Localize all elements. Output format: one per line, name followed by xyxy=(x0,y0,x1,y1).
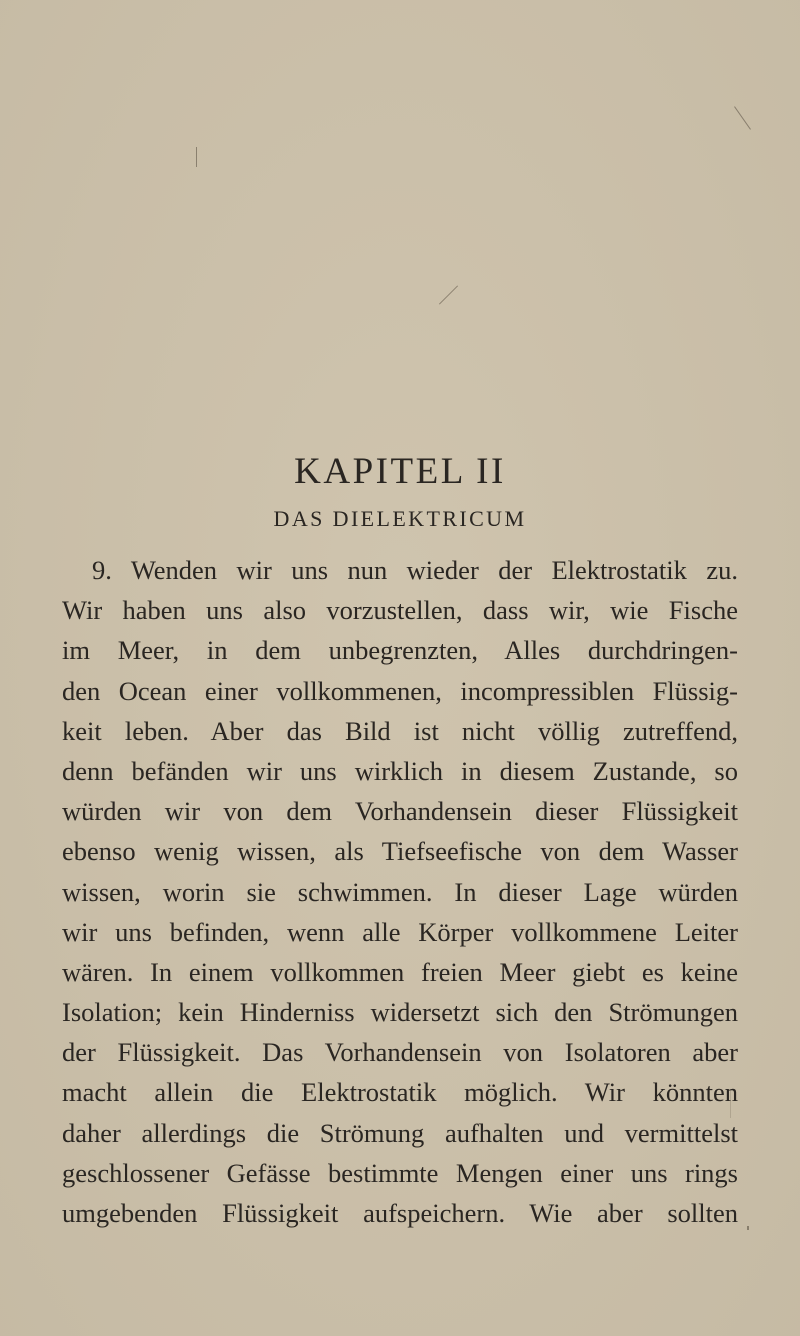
text-line: Wir haben uns also vorzustellen, dass wir, wie Fische xyxy=(62,595,738,626)
chapter-title: KAPITEL II xyxy=(294,451,506,492)
scan-speck xyxy=(730,1090,731,1118)
scan-speck xyxy=(734,106,751,130)
text-line: macht allein die Elektrostatik möglich. Wir könnten xyxy=(62,1077,738,1108)
text-line: im Meer, in dem unbegrenzten, Alles durchdringen- xyxy=(62,635,738,666)
text-line: keit leben. Aber das Bild ist nicht völlig zutreffend, xyxy=(62,715,738,746)
text-line: ebenso wenig wissen, als Tiefseefische von dem Wasser xyxy=(62,836,738,867)
body-text xyxy=(62,550,738,1233)
text-line: den Ocean einer vollkommenen, incompressiblen Flüssig- xyxy=(62,675,738,706)
text-line: denn befänden wir uns wirklich in diesem Zustande, so xyxy=(62,755,738,786)
text-line: wären. In einem vollkommen freien Meer giebt es keine xyxy=(62,956,738,987)
text-line: würden wir von dem Vorhandensein dieser Flüssigkeit xyxy=(62,796,738,827)
text-line: Isolation; kein Hinderniss widersetzt sich den Strömungen xyxy=(62,997,738,1028)
text-line: wir uns befinden, wenn alle Körper vollkommene Leiter xyxy=(62,916,738,947)
text-line: der Flüssigkeit. Das Vorhandensein von Isolatoren aber xyxy=(62,1037,738,1068)
scan-speck xyxy=(747,1226,749,1230)
text-line: geschlossener Gefässe bestimmte Mengen einer uns rings xyxy=(62,1157,738,1188)
scan-speck xyxy=(196,147,197,167)
text-line: wissen, worin sie schwimmen. In dieser Lage würden xyxy=(62,876,738,907)
scan-speck xyxy=(439,285,458,304)
section-title: DAS DIELEKTRICUM xyxy=(273,506,527,531)
text-line: umgebenden Flüssigkeit aufspeichern. Wie aber sollten xyxy=(62,1198,738,1228)
text-line: daher allerdings die Strömung aufhalten und vermittelst xyxy=(62,1117,738,1148)
text-line: 9. Wenden wir uns nun wieder der Elektrostatik zu. xyxy=(92,555,738,585)
